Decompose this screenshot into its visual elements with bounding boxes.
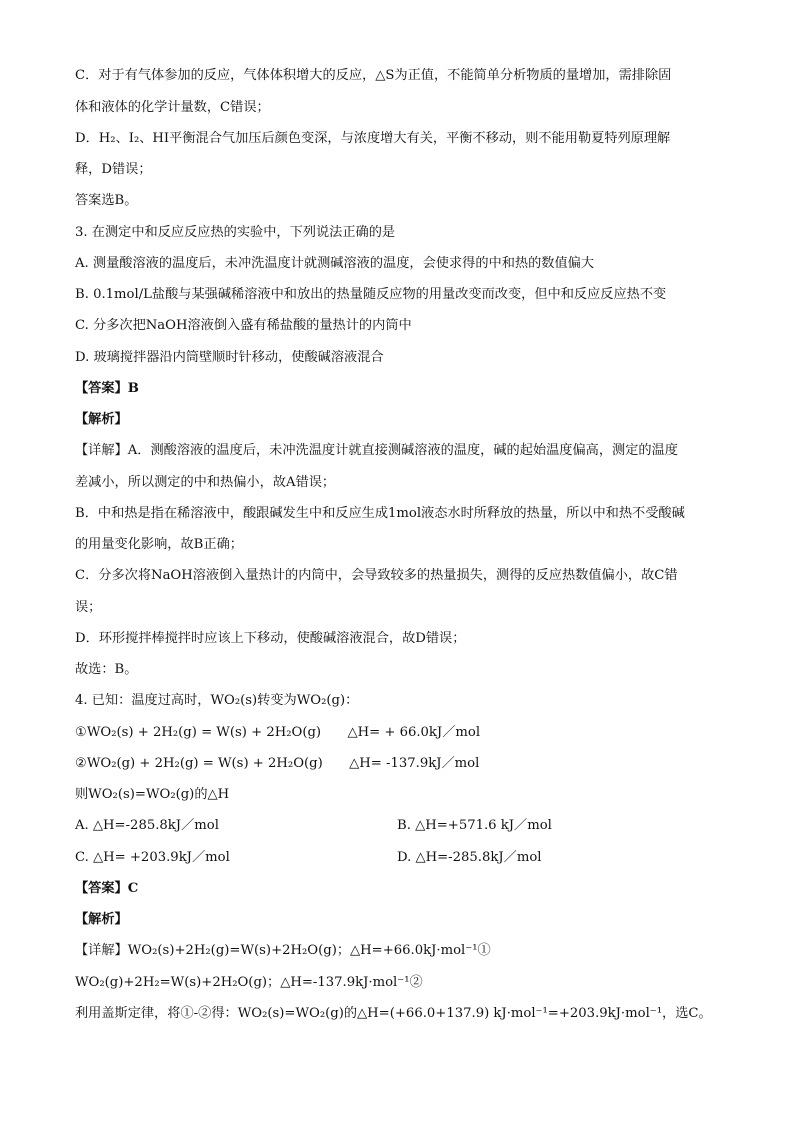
option-a: A. △H=-285.8kJ／mol [75, 818, 219, 833]
analysis-label: 【解析】 [75, 912, 128, 927]
text-line: D．H₂、I₂、HI平衡混合气加压后颜色变深，与浓度增大有关，平衡不移动，则不能用勒夏特列原理解 [75, 131, 671, 146]
text-line: B．中和热是指在稀溶液中，酸跟碱发生中和反应生成1mol液态水时所释放的热量，所以中和热不受酸碱 [75, 506, 685, 521]
text-line: 【详解】A．测酸溶液的温度后，未冲洗温度计就直接测碱溶液的温度，碱的起始温度偏高，测定的温度 [75, 443, 678, 458]
answer-label: 【答案】B [75, 381, 139, 396]
text-line: 利用盖斯定律，将①-②得：WO₂(s)=WO₂(g)的△H=(+66.0+137.9) kJ·mol⁻¹=+203.9kJ·mol⁻¹，选C。 [75, 1006, 712, 1021]
answer-label: 【答案】C [75, 881, 139, 896]
text-line: 误； [75, 600, 102, 615]
text-line: C．分多次将NaOH溶液倒入量热计的内筒中，会导致较多的热量损失，测得的反应热数值偏小，故C错 [75, 568, 678, 583]
text-line: D．环形搅拌棒搅拌时应该上下移动，使酸碱溶液混合，故D错误； [75, 631, 466, 646]
text-line: 则WO₂(s)=WO₂(g)的△H [75, 787, 230, 802]
text-line: 体和液体的化学计量数，C错误； [75, 100, 270, 115]
text-line: 的用量变化影响，故B正确； [75, 537, 243, 552]
text-line: WO₂(g)+2H₂=W(s)+2H₂O(g)；△H=-137.9kJ·mol⁻¹② [75, 975, 423, 990]
equation-2: ②WO₂(g) + 2H₂(g) = W(s) + 2H₂O(g) △H= -137.9kJ／mol [75, 756, 480, 771]
text-line: C．对于有气体参加的反应，气体体积增大的反应，△S为正值，不能简单分析物质的量增加，需排除固 [75, 68, 672, 83]
option-c: C. △H= +203.9kJ／mol [75, 850, 230, 865]
question-4-stem: 4. 已知：温度过高时，WO₂(s)转变为WO₂(g)： [75, 693, 359, 708]
question-3-stem: 3. 在测定中和反应反应热的实验中，下列说法正确的是 [75, 225, 396, 240]
text-line: 【详解】WO₂(s)+2H₂(g)=W(s)+2H₂O(g)；△H=+66.0kJ·mol⁻¹① [75, 943, 491, 958]
text-line: 差减小，所以测定的中和热偏小，故A错误； [75, 475, 336, 490]
equation-1: ①WO₂(s) + 2H₂(g) = W(s) + 2H₂O(g) △H= + 66.0kJ／mol [75, 725, 481, 740]
analysis-label: 【解析】 [75, 412, 128, 427]
option-b: B. △H=+571.6 kJ／mol [397, 818, 552, 833]
text-line: 故选：B。 [75, 662, 138, 677]
text-line: 释，D错误； [75, 162, 152, 177]
option-d: D. 玻璃搅拌器沿内筒壁顺时针移动，使酸碱溶液混合 [75, 350, 384, 365]
option-b: B. 0.1mol/L盐酸与某强碱稀溶液中和放出的热量随反应物的用量改变而改变，但中和反应反应热不变 [75, 287, 667, 302]
option-c: C. 分多次把NaOH溶液倒入盛有稀盐酸的量热计的内筒中 [75, 318, 412, 333]
option-a: A. 测量酸溶液的温度后，未冲洗温度计就测碱溶液的温度，会使求得的中和热的数值偏大 [75, 256, 595, 271]
text-line: 答案选B。 [75, 193, 138, 208]
option-d: D. △H=-285.8kJ／mol [397, 850, 542, 865]
